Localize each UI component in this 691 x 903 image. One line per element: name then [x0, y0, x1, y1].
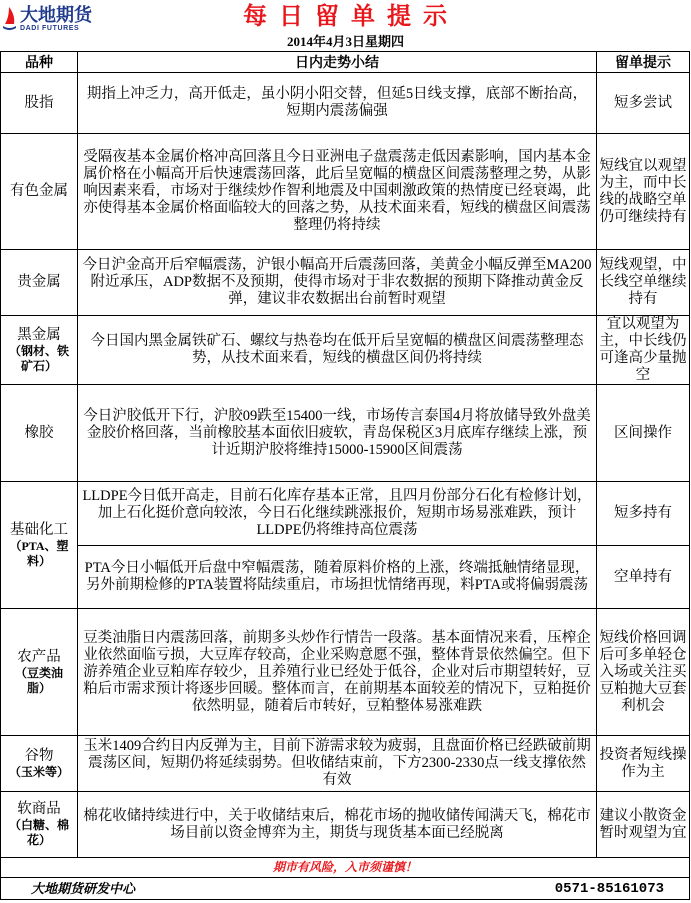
category-label-agricultural: [1, 609, 77, 735]
category-name: 橡胶: [24, 424, 54, 441]
page-footer: [0, 878, 690, 900]
research-center-name: 大地期货研发中心: [31, 880, 136, 896]
nonferrous-tip: 短线宜以观望为主，而中长线的战略空单仍可继续持有: [597, 134, 689, 249]
category-name: 黑金属: [17, 326, 61, 343]
softs-summary: 棉花收储持续进行中，关于收储结束后，棉花市场的抛收储传闻满天飞，棉花市场目前以资金博弈为主，期货与现货基本面已经脱离: [78, 792, 596, 857]
category-subname: （豆类油脂）: [14, 665, 63, 695]
lldpe-summary: LLDPE今日低开高走，目前石化库存基本正常，且四月份部分石化有检修计划，加上石化挺价意向较浓，今日石化继续跳涨报价，短期市场易涨难跌，预计LLDPE仍将维持高位震荡: [78, 482, 596, 545]
agricultural-summary: 豆类油脂日内震荡回落，前期多头炒作行情告一段落。基本面情况来看，压榨企业依然面临亏损，大豆库存较高，企业采购意愿不强，整体背景依然偏空。但下游养殖企业豆粕库存较少，且养殖行业已经处于低谷，企业对后市期望转好，豆粕后市需求预计将逐步回暖。整体而言，在前期基本面较差的情况下，豆粕挺价依然明显，随着后市转好，豆粕整体易涨难跌: [78, 609, 596, 735]
ferrous-summary: 今日国内黑金属铁矿石、螺纹与热卷均在低开后呈宽幅的横盘区间震荡整理态势，从技术面来看，短线的横盘区间仍将持续: [78, 316, 596, 384]
contact-phone: 0571-85161073: [554, 880, 664, 897]
category-name: 农产品: [17, 648, 61, 665]
category-subname: （玉米等）: [8, 764, 69, 779]
category-name: 贵金属: [17, 274, 61, 290]
dadi-logo-icon: [2, 6, 17, 30]
pta-tip: 空单持有: [597, 546, 689, 608]
softs-tip: 建议小散资金暂时观望为宜: [597, 792, 689, 857]
rubber-tip: 区间操作: [597, 385, 689, 481]
nonferrous-summary: 受隔夜基本金属价格冲高回落且今日亚洲电子盘震荡走低因素影响，国内基本金属价格在小幅高开后快速震荡回落，此后呈宽幅的横盘区间震荡整理之势，从影响因素来看，市场对于继续炒作智利地震及中国刺激政策的热情度已经衰竭，此亦使得基本金属价格面临较大的回落之势，从技术面来看，短线的横盘区间震荡整理仍将持续: [78, 134, 596, 249]
column-header-category: 品种: [1, 52, 77, 72]
category-label-grains: [1, 736, 77, 791]
lldpe-tip: 短多持有: [597, 482, 689, 545]
precious-metals-tip: 短线观望，中长线空单继续持有: [597, 250, 689, 315]
category-label-ferrous: [1, 316, 77, 384]
report-date: 2014年4月3日星期四: [286, 34, 404, 49]
page-title: 每日留单提示: [243, 3, 459, 30]
grains-tip: 投资者短线操作为主: [597, 736, 689, 791]
stock-index-summary: 期指上冲乏力，高开低走，虽小阴小阳交替，但延5日线支撑，底部不断抬高，短期内震荡偏强: [78, 73, 596, 133]
logo-name-cn: 大地期货: [20, 5, 92, 25]
grains-summary: 玉米1409合约日内反弹为主，目前下游需求较为疲弱，且盘面价格已经跌破前期震荡区间，短期仍将延续弱势。但收储结束前，下方2300-2330点一线支撑依然有效: [78, 736, 596, 791]
category-subname: （白糖、棉花）: [8, 818, 69, 847]
page-header: [0, 0, 691, 33]
ferrous-tip: 宜以观望为主，中长线仍可逢高少量抛空: [597, 316, 689, 384]
risk-warning: 期市有风险，入市须谨慎！: [0, 858, 690, 878]
stock-index-tip: 短多尝试: [597, 73, 689, 133]
company-logo: [2, 5, 114, 33]
category-name: 股指: [24, 94, 54, 111]
category-label-precious-metals: [1, 250, 77, 315]
category-label-nonferrous: [1, 134, 77, 249]
precious-metals-summary: 今日沪金高开后窄幅震荡，沪银小幅高开后震荡回落，美黄金小幅反弹至MA200附近承压，ADP数据不及预期，使得市场对于非农数据的预期下降推动黄金反弹，建议非农数据出台前暂时观望: [78, 250, 596, 315]
category-subname: （PTA、塑料）: [9, 538, 69, 568]
column-header-summary: 日内走势小结: [78, 52, 596, 72]
category-label-softs: [1, 792, 77, 857]
category-label-rubber: [1, 385, 77, 481]
category-name: 软商品: [17, 801, 61, 817]
category-subname: （钢材、铁矿石）: [8, 343, 69, 373]
agricultural-tip: 短线价格回调后可多单轻仓入场或关注买豆粕抛大豆套利机会: [597, 609, 689, 735]
category-label-stock-index: [1, 73, 77, 133]
pta-summary: PTA今日小幅低开后盘中窄幅震荡，随着原料价格的上涨，终端抵触情绪显现，另外前期检修的PTA装置将陆续重启，市场担忧情绪再现，料PTA或将偏弱震荡: [78, 546, 596, 608]
category-name: 有色金属: [10, 183, 68, 199]
category-name: 基础化工: [10, 521, 68, 538]
column-header-tip: 留单提示: [597, 52, 689, 72]
category-name: 谷物: [24, 747, 54, 764]
category-label-chemicals: [1, 482, 77, 608]
rubber-summary: 今日沪胶低开下行，沪胶09跌至15400一线，市场传言泰国4月将放储导致外盘美金胶价格回落，当前橡胶基本面依旧疲软，青岛保税区3月底库存继续上涨，预计近期沪胶将维持15000-15900区间震荡: [78, 385, 596, 481]
logo-name-en: DADI FUTURES: [20, 25, 80, 32]
tips-table: [0, 51, 690, 858]
